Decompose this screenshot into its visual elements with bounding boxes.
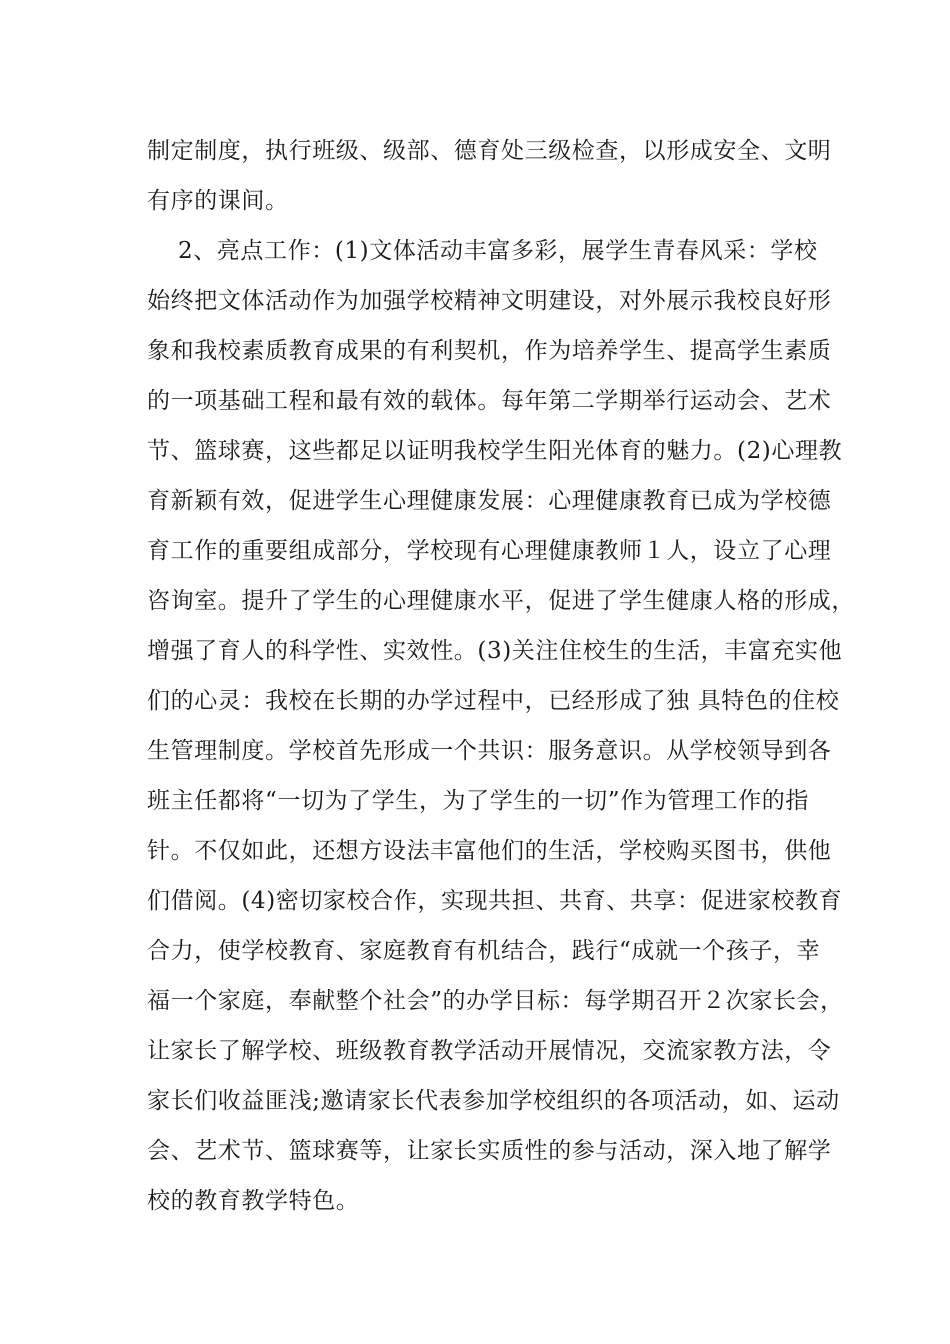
text-line-11: 增强了育人的科学性、实效性。(3)关注住校生的生活，丰富充实他	[147, 638, 843, 664]
text-line-6: 的一项基础工程和最有效的载体。每年第二学期举行运动会、艺术	[147, 388, 832, 414]
text-line-2: 有序的课间。	[147, 188, 289, 214]
text-line-9: 育工作的重要组成部分，学校现有心理健康教师１人，设立了心理	[147, 538, 832, 564]
text-line-5: 象和我校素质教育成果的有利契机，作为培养学生、提高学生素质	[147, 338, 832, 364]
text-line-13: 生管理制度。学校首先形成一个共识：服务意识。从学校领导到各	[147, 738, 832, 764]
text-line-22: 校的教育教学特色。	[147, 1188, 360, 1214]
text-line-3: 2、亮点工作：(1)文体活动丰富多彩，展学生青春风采：学校	[178, 238, 818, 264]
text-line-20: 家长们收益匪浅;邀请家长代表参加学校组织的各项活动，如、运动	[147, 1088, 840, 1114]
text-line-7: 节、篮球赛，这些都足以证明我校学生阳光体育的魅力。(2)心理教	[147, 438, 843, 464]
text-line-12: 们的心灵：我校在长期的办学过程中，已经形成了独 具特色的住校	[147, 688, 840, 714]
text-line-8: 育新颖有效，促进学生心理健康发展：心理健康教育已成为学校德	[147, 488, 832, 514]
text-line-4: 始终把文体活动作为加强学校精神文明建设，对外展示我校良好形	[147, 288, 832, 314]
text-line-1: 制定制度，执行班级、级部、德育处三级检查，以形成安全、文明	[147, 138, 832, 164]
text-line-15: 针。不仅如此，还想方设法丰富他们的生活，学校购买图书，供他	[147, 838, 832, 864]
text-line-21: 会、艺术节、篮球赛等，让家长实质性的参与活动，深入地了解学	[147, 1138, 832, 1164]
text-line-10: 咨询室。提升了学生的心理健康水平，促进了学生健康人格的形成，	[147, 588, 855, 614]
text-line-16: 们借阅。(4)密切家校合作，实现共担、共育、共享：促进家校教育	[147, 888, 843, 914]
text-line-17: 合力，使学校教育、家庭教育有机结合，践行“成就一个孩子，幸	[147, 938, 821, 964]
text-line-14: 班主任都将“一切为了学生，为了学生的一切”作为管理工作的指	[147, 788, 809, 814]
text-line-18: 福一个家庭，奉献整个社会”的办学目标：每学期召开２次家长会，	[147, 988, 844, 1014]
text-line-19: 让家长了解学校、班级教育教学活动开展情况，交流家教方法，令	[147, 1038, 832, 1064]
